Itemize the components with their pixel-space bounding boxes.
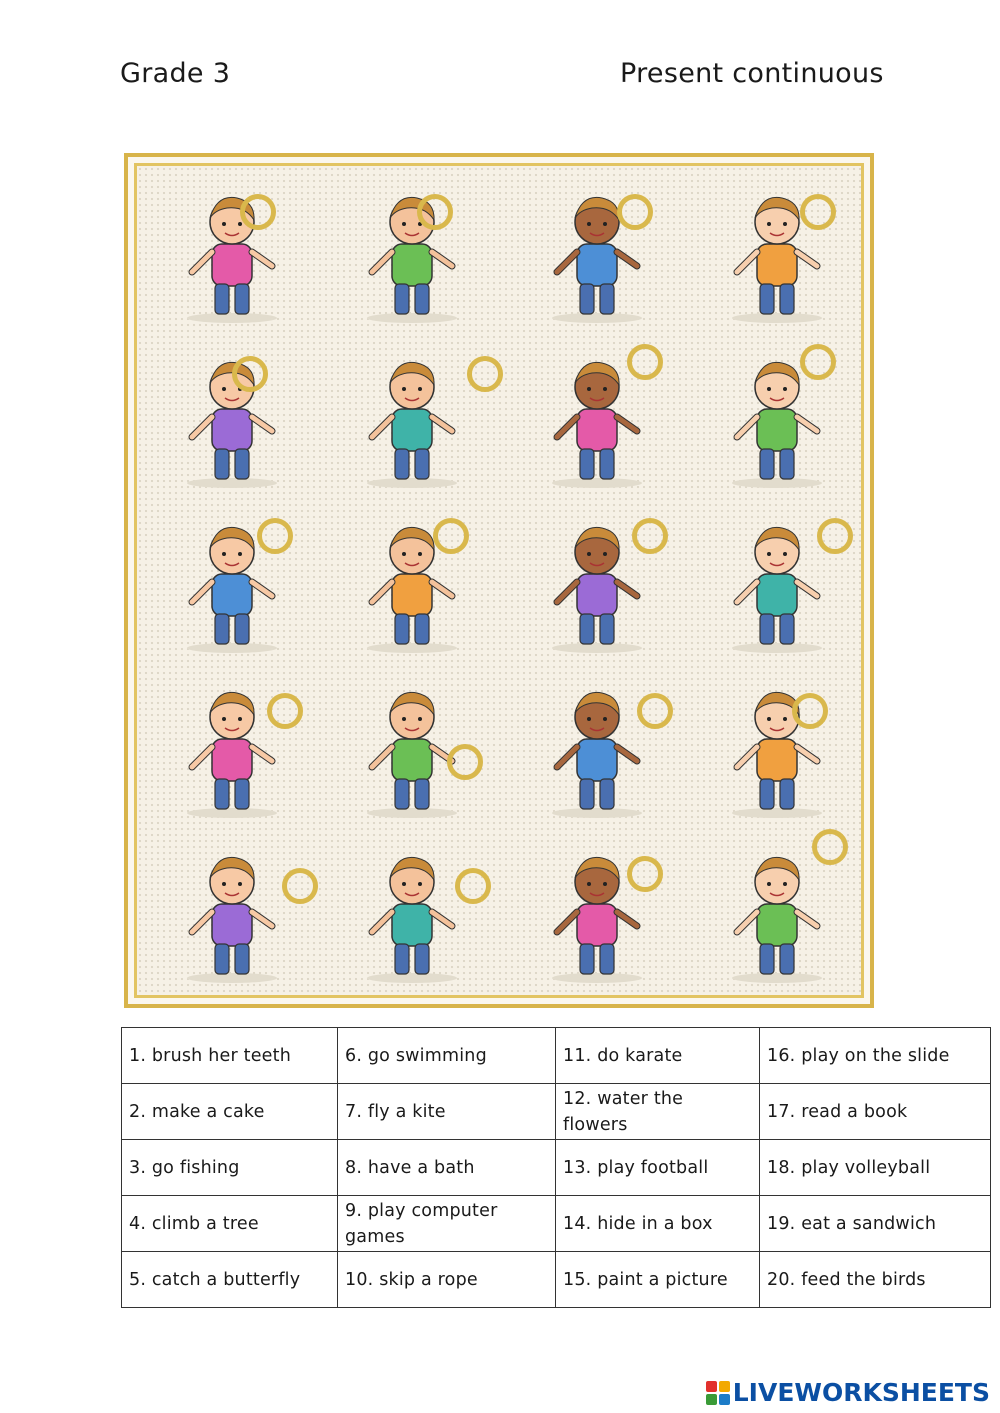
table-cell: 14. hide in a box: [556, 1196, 760, 1252]
table-cell: 9. play computer games: [338, 1196, 556, 1252]
table-cell: 2. make a cake: [122, 1084, 338, 1140]
table-cell: 1. brush her teeth: [122, 1028, 338, 1084]
answer-circle[interactable]: [817, 518, 853, 554]
boy-making-cake-illustration: [337, 186, 487, 326]
brand-logo-icon: [706, 1381, 730, 1405]
answer-circle[interactable]: [632, 518, 668, 554]
answer-circle[interactable]: [617, 194, 653, 230]
brand-footer: [706, 1378, 990, 1407]
children-skipping-rope-illustration: [337, 351, 487, 491]
table-cell: 5. catch a butterfly: [122, 1252, 338, 1308]
boy-computer-illustration: [702, 846, 852, 986]
grade-label: Grade 3: [120, 58, 231, 89]
answer-circle[interactable]: [447, 744, 483, 780]
table-cell: 16. play on the slide: [760, 1028, 991, 1084]
answer-circle[interactable]: [455, 868, 491, 904]
answer-circle[interactable]: [627, 856, 663, 892]
table-cell: 8. have a bath: [338, 1140, 556, 1196]
table-cell: 17. read a book: [760, 1084, 991, 1140]
picture-panel-inner: [134, 163, 864, 998]
table-cell: 7. fly a kite: [338, 1084, 556, 1140]
boy-baking-illustration: [702, 681, 852, 821]
vocabulary-table: [121, 1027, 991, 1308]
answer-circle[interactable]: [800, 344, 836, 380]
boy-climbing-tree-illustration: [337, 846, 487, 986]
table-row: [122, 1140, 991, 1196]
answer-circle[interactable]: [282, 868, 318, 904]
answer-circle[interactable]: [267, 693, 303, 729]
answer-circle[interactable]: [637, 693, 673, 729]
table-cell: 13. play football: [556, 1140, 760, 1196]
table-cell: 3. go fishing: [122, 1140, 338, 1196]
girl-watering-flowers-illustration: [157, 186, 307, 326]
answer-circle[interactable]: [232, 356, 268, 392]
brand-name: LIVEWORKSHEETS: [732, 1378, 990, 1407]
answer-circle[interactable]: [433, 518, 469, 554]
table-cell: 20. feed the birds: [760, 1252, 991, 1308]
answer-circle[interactable]: [257, 518, 293, 554]
answer-circle[interactable]: [800, 194, 836, 230]
table-cell: 18. play volleyball: [760, 1140, 991, 1196]
answer-circle[interactable]: [467, 356, 503, 392]
table-cell: 15. paint a picture: [556, 1252, 760, 1308]
table-row: [122, 1084, 991, 1140]
answer-circle[interactable]: [417, 194, 453, 230]
answer-circle[interactable]: [792, 693, 828, 729]
picture-panel: [124, 153, 874, 1008]
table-cell: 6. go swimming: [338, 1028, 556, 1084]
table-cell: 11. do karate: [556, 1028, 760, 1084]
answer-circle[interactable]: [240, 194, 276, 230]
table-cell: 19. eat a sandwich: [760, 1196, 991, 1252]
table-row: [122, 1252, 991, 1308]
table-row: [122, 1196, 991, 1252]
topic-title: Present continuous: [620, 58, 884, 89]
table-cell: 12. water the flowers: [556, 1084, 760, 1140]
answer-circle[interactable]: [812, 829, 848, 865]
table-row: [122, 1028, 991, 1084]
answer-circle[interactable]: [627, 344, 663, 380]
boy-football-illustration: [157, 846, 307, 986]
table-cell: 10. skip a rope: [338, 1252, 556, 1308]
table-cell: 4. climb a tree: [122, 1196, 338, 1252]
